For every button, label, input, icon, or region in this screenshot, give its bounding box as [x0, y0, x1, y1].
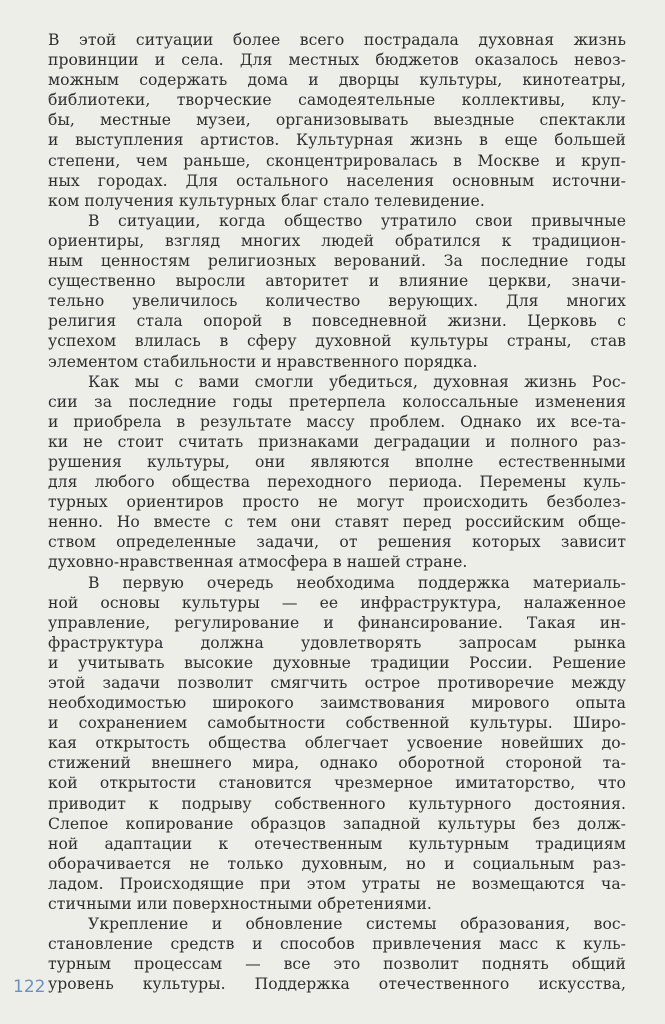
text-line: успехом влилась в сферу духовной культуры страны, став	[48, 332, 626, 351]
text-line: существенно выросли авторитет и влияние церкви, значи-	[48, 272, 626, 291]
text-line: стижений внешнего мира, однако оборотной стороной та-	[48, 754, 626, 773]
body-text	[48, 30, 626, 995]
text-line: духовно-нравственная атмосфера в нашей стране.	[48, 553, 468, 572]
text-line: ных городах. Для остального населения основным источни-	[48, 171, 626, 190]
text-line: ориентиры, взгляд многих людей обратился к традицион-	[48, 231, 626, 250]
text-line: В этой ситуации более всего пострадала духовная жизнь	[48, 31, 626, 49]
text-line: этой задачи позволит смягчить острое противоречие между	[48, 674, 626, 692]
text-line: рушения культуры, они являются вполне естественными	[48, 452, 626, 471]
text-line: кая открытость общества облегчает усвоение новейших до-	[48, 734, 626, 753]
text-line: сии за последние годы претерпела колоссальные изменения	[48, 392, 626, 411]
page-number: 122	[13, 977, 46, 997]
text-line: степени, чем раньше, сконцентрировалась в Москве и круп-	[48, 151, 626, 170]
text-line: В первую очередь необходима поддержка материаль-	[88, 573, 626, 592]
text-line: можным содержать дома и дворцы культуры, кинотеатры,	[48, 71, 626, 90]
text-line: Слепое копирование образцов западной культуры без долж-	[48, 814, 626, 833]
text-line: и приобрела в результате массу проблем. Однако их все-та-	[48, 412, 626, 431]
text-line: ством определенные задачи, от решения которых зависит	[48, 533, 626, 552]
text-line: тельно увеличилось количество верующих. Для многих	[48, 292, 626, 311]
text-line: провинции и села. Для местных бюджетов оказалось невоз-	[48, 51, 626, 70]
text-line: для любого общества переходного периода. Перемены куль-	[48, 473, 626, 492]
text-line: турных ориентиров просто не могут происходить безболез-	[48, 493, 626, 512]
text-line: библиотеки, творческие самодеятельные коллективы, клу-	[48, 91, 626, 110]
text-line: необходимостью широкого заимствования мирового опыта	[48, 694, 626, 713]
text-line: Как мы с вами смогли убедиться, духовная жизнь Рос-	[88, 372, 626, 391]
text-line: ком получения культурных благ стало телевидение.	[48, 191, 485, 210]
text-line: Укрепление и обновление системы образования, вос-	[88, 915, 626, 934]
text-line: и выступления артистов. Культурная жизнь в еще большей	[48, 131, 626, 150]
text-line: ным ценностям религиозных верований. За последние годы	[48, 252, 626, 271]
text-line: управление, регулирование и финансирование. Такая ин-	[48, 613, 626, 632]
text-line: оборачивается не только духовным, но и социальным раз-	[48, 854, 626, 873]
text-line: бы, местные музеи, организовывать выездные спектакли	[48, 111, 626, 130]
text-line: фраструктура должна удовлетворять запросам рынка	[48, 633, 626, 652]
text-line: ной основы культуры — ее инфраструктура, налаженное	[48, 593, 626, 612]
text-line: турным процессам — все это позволит поднять общий	[48, 955, 626, 974]
text-line: ненно. Но вместе с тем они ставят перед российским обще-	[48, 513, 626, 532]
text-line: В ситуации, когда общество утратило свои привычные	[88, 211, 626, 230]
text-line: уровень культуры. Поддержка отечественного искусства,	[48, 975, 626, 994]
text-line: религия стала опорой в повседневной жизни. Церковь с	[48, 312, 626, 331]
text-line: элементом стабильности и нравственного порядка.	[48, 352, 478, 371]
text-line: становление средств и способов привлечения масс к куль-	[48, 935, 626, 954]
text-line: кой открытости становится чрезмерное имитаторство, что	[48, 774, 626, 793]
text-line: и сохранением самобытности собственной культуры. Широ-	[48, 714, 626, 733]
text-line: ной адаптации к отечественным культурным традициям	[48, 834, 626, 853]
text-line: ладом. Происходящие при этом утраты не возмещаются ча-	[48, 874, 626, 893]
text-line: приводит к подрыву собственного культурного достояния.	[48, 794, 626, 813]
text-line: и учитывать высокие духовные традиции России. Решение	[48, 653, 626, 672]
text-line: ки не стоит считать признаками деградации и полного раз-	[48, 432, 626, 451]
text-line: стичными или поверхностными обретениями.	[48, 895, 432, 914]
